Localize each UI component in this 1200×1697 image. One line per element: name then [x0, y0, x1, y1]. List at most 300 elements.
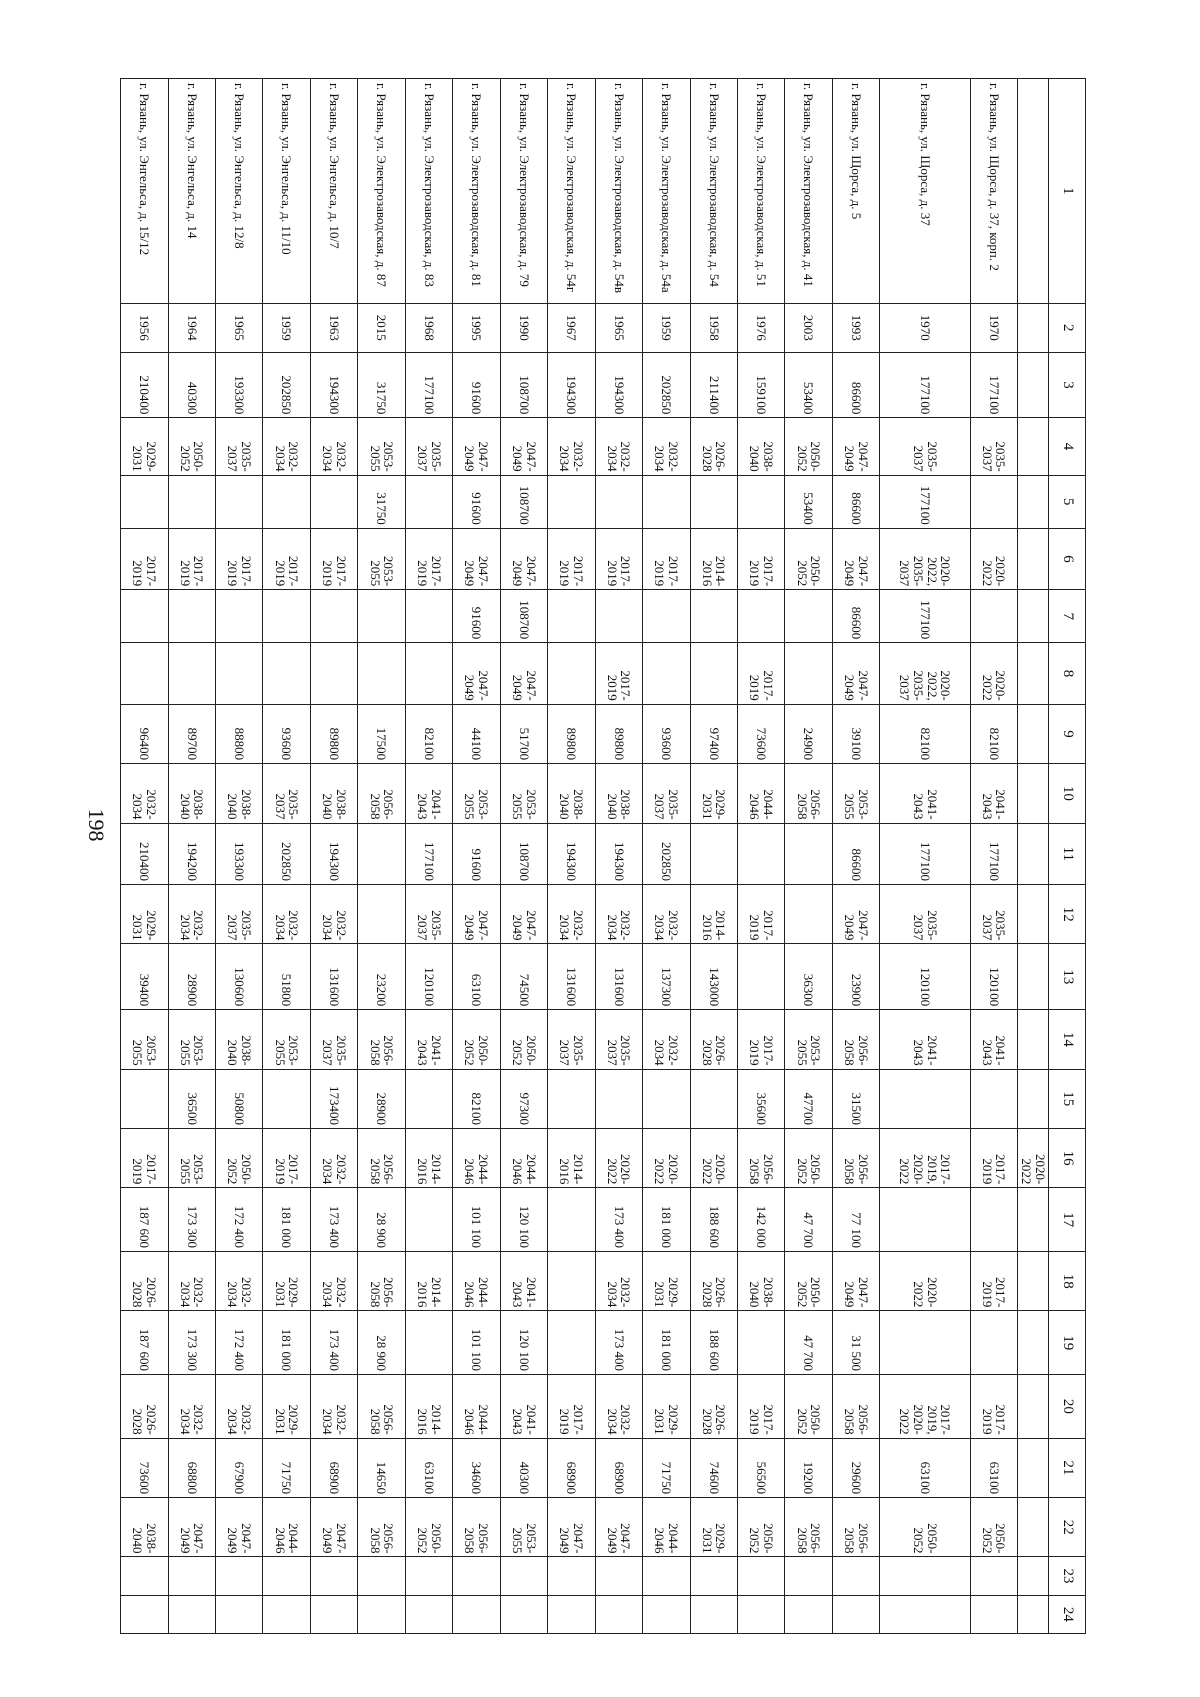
- table-row: [216, 79, 263, 1634]
- table-cell: 2056- 2058: [832, 1498, 879, 1557]
- table-cell: [310, 590, 357, 643]
- table-cell: 40300: [500, 1438, 547, 1497]
- table-cell: 2032- 2034: [168, 885, 215, 944]
- table-cell: 188 600: [690, 1311, 737, 1375]
- table-cell: [970, 1188, 1017, 1252]
- table-cell: 2047- 2049: [832, 1252, 879, 1311]
- table-cell: 2035- 2037: [595, 1010, 642, 1069]
- table-cell: 97300: [500, 1069, 547, 1128]
- table-cell: 28900: [358, 1069, 405, 1128]
- column-header-13: 13: [1049, 944, 1086, 1010]
- table-cell: 39100: [832, 704, 879, 763]
- table-cell: [785, 1595, 832, 1633]
- table-cell: 187 600: [121, 1311, 169, 1375]
- table-cell: 86600: [832, 352, 879, 418]
- table-cell: 2029- 2031: [121, 418, 169, 475]
- table-cell: 172 400: [216, 1311, 263, 1375]
- table-cell: 74500: [500, 944, 547, 1010]
- table-cell: [643, 1595, 690, 1633]
- column-header-19: 19: [1049, 1311, 1086, 1375]
- address-cell: г. Рязань, ул. Щорса, д. 5: [832, 79, 879, 304]
- table-cell: 2053- 2055: [121, 1010, 169, 1069]
- table-cell: 194300: [548, 823, 595, 885]
- table-row: [500, 79, 547, 1634]
- table-cell: 202850: [643, 823, 690, 885]
- table-cell: [1018, 704, 1049, 763]
- table-cell: 2026- 2028: [690, 1375, 737, 1439]
- table-body: [121, 79, 1049, 1634]
- table-cell: 177100: [405, 352, 452, 418]
- table-cell: 2014- 2016: [405, 1252, 452, 1311]
- table-row: [1018, 79, 1049, 1634]
- table-cell: 2050- 2052: [785, 418, 832, 475]
- table-cell: [737, 590, 784, 643]
- table-cell: 2047- 2049: [453, 643, 500, 705]
- table-cell: [310, 1595, 357, 1633]
- table-cell: [643, 475, 690, 528]
- table-cell: 2044- 2046: [643, 1498, 690, 1557]
- table-cell: 2032- 2034: [548, 885, 595, 944]
- table-cell: 1993: [832, 303, 879, 352]
- table-cell: 82100: [970, 704, 1017, 763]
- table-cell: [548, 1311, 595, 1375]
- table-cell: 2056- 2058: [737, 1128, 784, 1187]
- table-cell: 2003: [785, 303, 832, 352]
- address-cell: г. Рязань, ул. Электрозаводская, д. 41: [785, 79, 832, 304]
- table-cell: 2050- 2052: [785, 1252, 832, 1311]
- table-cell: [548, 1069, 595, 1128]
- table-cell: [690, 823, 737, 885]
- table-cell: 173 400: [595, 1311, 642, 1375]
- table-cell: 101 100: [453, 1311, 500, 1375]
- table-cell: 36300: [785, 944, 832, 1010]
- table-cell: 2026- 2028: [690, 1252, 737, 1311]
- table-cell: 2044- 2046: [453, 1252, 500, 1311]
- table-cell: 91600: [453, 823, 500, 885]
- table-cell: 2026- 2028: [690, 418, 737, 475]
- table-cell: 89700: [168, 704, 215, 763]
- table-cell: 210400: [121, 352, 169, 418]
- table-cell: 2032- 2034: [216, 1252, 263, 1311]
- table-cell: 35600: [737, 1069, 784, 1128]
- table-cell: [785, 823, 832, 885]
- table-row: [690, 79, 737, 1634]
- table-cell: [595, 475, 642, 528]
- table-cell: 23900: [832, 944, 879, 1010]
- table-cell: 63100: [453, 944, 500, 1010]
- table-cell: 108700: [500, 823, 547, 885]
- table-cell: [358, 1595, 405, 1633]
- table-row: [643, 79, 690, 1634]
- table-cell: [310, 1557, 357, 1595]
- table-cell: 82100: [453, 1069, 500, 1128]
- table-cell: 181 000: [643, 1188, 690, 1252]
- table-cell: 210400: [121, 823, 169, 885]
- table-cell: [1018, 1498, 1049, 1557]
- table-cell: [1018, 1375, 1049, 1439]
- table-cell: 44100: [453, 704, 500, 763]
- table-cell: 187 600: [121, 1188, 169, 1252]
- table-cell: 29600: [832, 1438, 879, 1497]
- table-cell: 2017- 2019: [970, 1375, 1017, 1439]
- table-cell: 2038- 2040: [310, 764, 357, 823]
- table-cell: 131600: [310, 944, 357, 1010]
- table-cell: 2056- 2058: [358, 1128, 405, 1187]
- table-cell: 47 700: [785, 1188, 832, 1252]
- table-cell: [263, 590, 310, 643]
- address-cell: г. Рязань, ул. Электрозаводская, д. 54: [690, 79, 737, 304]
- table-cell: 2047- 2049: [453, 528, 500, 590]
- table-cell: 2056- 2058: [832, 1375, 879, 1439]
- table-cell: 2035- 2037: [880, 885, 970, 944]
- table-cell: 2014- 2016: [405, 1128, 452, 1187]
- table-cell: [1018, 303, 1049, 352]
- table-cell: [358, 823, 405, 885]
- address-cell: г. Рязань, ул. Электрозаводская, д. 54а: [643, 79, 690, 304]
- table-cell: 2032- 2034: [548, 418, 595, 475]
- table-cell: 71750: [263, 1438, 310, 1497]
- table-cell: 1970: [970, 303, 1017, 352]
- table-cell: [168, 1557, 215, 1595]
- table-cell: 86600: [832, 823, 879, 885]
- address-cell: г. Рязань, ул. Энгельса, д. 11/10: [263, 79, 310, 304]
- table-cell: 172 400: [216, 1188, 263, 1252]
- table-cell: 194200: [168, 823, 215, 885]
- table-cell: [880, 1188, 970, 1252]
- table-cell: [880, 1311, 970, 1375]
- table-cell: 2050- 2052: [405, 1498, 452, 1557]
- table-cell: 194300: [310, 823, 357, 885]
- table-cell: [1018, 944, 1049, 1010]
- table-cell: 173400: [310, 1069, 357, 1128]
- table-cell: 2044- 2046: [453, 1128, 500, 1187]
- column-header-15: 15: [1049, 1069, 1086, 1128]
- table-cell: [970, 475, 1017, 528]
- table-cell: 2035- 2037: [643, 764, 690, 823]
- table-cell: [405, 1557, 452, 1595]
- table-cell: 1959: [263, 303, 310, 352]
- address-cell: г. Рязань, ул. Энгельса, д. 15/12: [121, 79, 169, 304]
- column-header-12: 12: [1049, 885, 1086, 944]
- table-cell: [405, 1595, 452, 1633]
- table-cell: [1018, 418, 1049, 475]
- table-cell: 39400: [121, 944, 169, 1010]
- table-cell: 2029- 2031: [690, 764, 737, 823]
- table-cell: 2020- 2022: [690, 1128, 737, 1187]
- table-cell: 51800: [263, 944, 310, 1010]
- table-cell: [690, 643, 737, 705]
- table-cell: 2032- 2034: [595, 1252, 642, 1311]
- table-cell: [643, 1557, 690, 1595]
- table-row: [548, 79, 595, 1634]
- table-cell: 2050- 2052: [216, 1128, 263, 1187]
- table-cell: 2032- 2034: [168, 1252, 215, 1311]
- column-header-17: 17: [1049, 1188, 1086, 1252]
- table-cell: 177100: [970, 352, 1017, 418]
- table-cell: [737, 823, 784, 885]
- table-cell: 91600: [453, 352, 500, 418]
- table-cell: 177100: [970, 823, 1017, 885]
- table-cell: 2044- 2046: [263, 1498, 310, 1557]
- table-row: [785, 79, 832, 1634]
- table-cell: 96400: [121, 704, 169, 763]
- table-row: [880, 79, 970, 1634]
- table-cell: 173 300: [168, 1311, 215, 1375]
- column-header-23: 23: [1049, 1557, 1086, 1595]
- column-header-4: 4: [1049, 418, 1086, 475]
- table-cell: 2017- 2019: [970, 1128, 1017, 1187]
- table-cell: 194300: [595, 352, 642, 418]
- column-header-9: 9: [1049, 704, 1086, 763]
- table-cell: 2032- 2034: [168, 1375, 215, 1439]
- table-cell: 2029- 2031: [263, 1375, 310, 1439]
- table-cell: 2032- 2034: [643, 1010, 690, 1069]
- table-cell: [970, 1069, 1017, 1128]
- address-cell: г. Рязань, ул. Энгельса, д. 14: [168, 79, 215, 304]
- table-cell: [880, 1595, 970, 1633]
- table-cell: 1968: [405, 303, 452, 352]
- table-cell: [121, 1595, 169, 1633]
- table-cell: 2020- 2022: [970, 643, 1017, 705]
- table-cell: [358, 885, 405, 944]
- table-cell: [595, 1595, 642, 1633]
- table-cell: 2032- 2034: [216, 1375, 263, 1439]
- table-cell: [263, 1595, 310, 1633]
- table-cell: 2047- 2049: [216, 1498, 263, 1557]
- address-cell: г. Рязань, ул. Электрозаводская, д. 54г: [548, 79, 595, 304]
- table-cell: [121, 1557, 169, 1595]
- table-cell: [263, 643, 310, 705]
- table-cell: 2032- 2034: [310, 418, 357, 475]
- table-cell: 2050- 2052: [168, 418, 215, 475]
- table-cell: 173 400: [595, 1188, 642, 1252]
- column-header-20: 20: [1049, 1375, 1086, 1439]
- table-cell: 19200: [785, 1438, 832, 1497]
- table-cell: 2047- 2049: [453, 885, 500, 944]
- table-cell: [121, 1069, 169, 1128]
- table-cell: 71750: [643, 1438, 690, 1497]
- table-cell: 143000: [690, 944, 737, 1010]
- table-cell: [216, 475, 263, 528]
- table-cell: [690, 590, 737, 643]
- table-cell: 2053- 2055: [832, 764, 879, 823]
- table-row: [737, 79, 784, 1634]
- table-cell: 2020- 2022: [880, 1252, 970, 1311]
- table-cell: [1018, 528, 1049, 590]
- table-cell: 181 000: [263, 1188, 310, 1252]
- table-cell: 2053- 2055: [168, 1010, 215, 1069]
- table-cell: 2053- 2055: [500, 1498, 547, 1557]
- table-cell: 2053- 2055: [358, 528, 405, 590]
- table-cell: 2050- 2052: [785, 1375, 832, 1439]
- table-cell: 2041- 2043: [405, 1010, 452, 1069]
- table-cell: [548, 1557, 595, 1595]
- table-cell: [643, 590, 690, 643]
- table-cell: 202850: [263, 823, 310, 885]
- table-cell: 1965: [595, 303, 642, 352]
- table-cell: [1018, 590, 1049, 643]
- address-cell: г. Рязань, ул. Электрозаводская, д. 54в: [595, 79, 642, 304]
- table-cell: [785, 1557, 832, 1595]
- table-cell: 2053- 2055: [358, 418, 405, 475]
- table-cell: [548, 1595, 595, 1633]
- table-cell: 2050- 2052: [737, 1498, 784, 1557]
- table-cell: 137300: [643, 944, 690, 1010]
- table-cell: 2032- 2034: [310, 1252, 357, 1311]
- table-cell: 2029- 2031: [263, 1252, 310, 1311]
- table-cell: 2017- 2019: [737, 528, 784, 590]
- table-cell: 101 100: [453, 1188, 500, 1252]
- table-cell: 2029- 2031: [690, 1498, 737, 1557]
- table-cell: 89800: [595, 704, 642, 763]
- table-cell: [1018, 643, 1049, 705]
- table-cell: 2047- 2049: [500, 885, 547, 944]
- table-cell: 1967: [548, 303, 595, 352]
- column-header-2: 2: [1049, 303, 1086, 352]
- table-cell: 2017- 2019: [643, 528, 690, 590]
- table-cell: 2032- 2034: [310, 1128, 357, 1187]
- table-cell: 2032- 2034: [643, 885, 690, 944]
- column-header-7: 7: [1049, 590, 1086, 643]
- table-cell: 2044- 2046: [453, 1375, 500, 1439]
- table-cell: 74600: [690, 1438, 737, 1497]
- table-cell: 177100: [405, 823, 452, 885]
- table-cell: [1018, 1188, 1049, 1252]
- table-cell: 89800: [548, 704, 595, 763]
- table-cell: [168, 590, 215, 643]
- address-cell: [1018, 79, 1049, 304]
- table-cell: 63100: [405, 1438, 452, 1497]
- table-cell: 2017- 2019: [405, 528, 452, 590]
- table-cell: [548, 590, 595, 643]
- repair-schedule-table: [120, 78, 1086, 1634]
- table-cell: 2041- 2043: [500, 1252, 547, 1311]
- table-row: [310, 79, 357, 1634]
- column-header-6: 6: [1049, 528, 1086, 590]
- table-cell: 68900: [548, 1438, 595, 1497]
- table-cell: 177100: [880, 823, 970, 885]
- table-cell: 28 900: [358, 1188, 405, 1252]
- table-cell: 28900: [168, 944, 215, 1010]
- column-header-10: 10: [1049, 764, 1086, 823]
- table-cell: 2038- 2040: [168, 764, 215, 823]
- table-cell: 1970: [880, 303, 970, 352]
- table-cell: 173 400: [310, 1311, 357, 1375]
- table-cell: [1018, 352, 1049, 418]
- table-cell: 2056- 2058: [358, 1375, 405, 1439]
- table-cell: 2053- 2055: [168, 1128, 215, 1187]
- table-cell: [548, 1252, 595, 1311]
- table-cell: 2035- 2037: [405, 418, 452, 475]
- table-cell: [168, 475, 215, 528]
- table-cell: 50800: [216, 1069, 263, 1128]
- table-cell: 120 100: [500, 1188, 547, 1252]
- table-cell: [970, 1557, 1017, 1595]
- table-cell: 2053- 2055: [263, 1010, 310, 1069]
- table-cell: 2053- 2055: [453, 764, 500, 823]
- table-row: [405, 79, 452, 1634]
- table-cell: 68800: [168, 1438, 215, 1497]
- table-cell: [737, 944, 784, 1010]
- table-cell: [690, 1557, 737, 1595]
- table-cell: 2035- 2037: [970, 885, 1017, 944]
- table-cell: 2017- 2019: [595, 528, 642, 590]
- table-cell: 2041- 2043: [970, 1010, 1017, 1069]
- table-cell: 2017- 2019: [263, 528, 310, 590]
- table-cell: 2032- 2034: [310, 885, 357, 944]
- table-cell: 2038- 2040: [216, 764, 263, 823]
- table-cell: [880, 1069, 970, 1128]
- table-cell: [121, 475, 169, 528]
- table-row: [832, 79, 879, 1634]
- column-header-22: 22: [1049, 1498, 1086, 1557]
- table-cell: 2017- 2019: [548, 528, 595, 590]
- table-cell: 2035- 2037: [263, 764, 310, 823]
- table-cell: 2050- 2052: [880, 1498, 970, 1557]
- address-cell: г. Рязань, ул. Электрозаводская, д. 51: [737, 79, 784, 304]
- table-cell: 2020- 2022: [595, 1128, 642, 1187]
- table-container: [120, 78, 1086, 1634]
- table-cell: [1018, 1557, 1049, 1595]
- table-cell: 2017- 2019: [263, 1128, 310, 1187]
- table-cell: 188 600: [690, 1188, 737, 1252]
- table-cell: [1018, 1438, 1049, 1497]
- table-cell: 2047- 2049: [832, 418, 879, 475]
- table-cell: 120 100: [500, 1311, 547, 1375]
- table-cell: [168, 643, 215, 705]
- table-cell: 2035- 2037: [880, 418, 970, 475]
- table-cell: 142 000: [737, 1188, 784, 1252]
- table-cell: 2032- 2034: [595, 418, 642, 475]
- table-cell: 2056- 2058: [832, 1010, 879, 1069]
- table-cell: [1018, 1252, 1049, 1311]
- table-cell: 2032- 2034: [263, 885, 310, 944]
- table-cell: 2041- 2043: [970, 764, 1017, 823]
- address-cell: г. Рязань, ул. Электрозаводская, д. 87: [358, 79, 405, 304]
- table-cell: 2047- 2049: [453, 418, 500, 475]
- table-cell: 131600: [595, 944, 642, 1010]
- table-cell: 68900: [310, 1438, 357, 1497]
- table-cell: [832, 1595, 879, 1633]
- table-cell: [405, 1188, 452, 1252]
- table-cell: 2029- 2031: [121, 885, 169, 944]
- table-cell: 31750: [358, 475, 405, 528]
- page-number: 198: [84, 808, 109, 842]
- table-cell: [168, 1595, 215, 1633]
- table-cell: 89800: [310, 704, 357, 763]
- table-cell: 82100: [880, 704, 970, 763]
- table-cell: [690, 475, 737, 528]
- table-cell: [453, 1595, 500, 1633]
- table-cell: 2044- 2046: [500, 1128, 547, 1187]
- table-cell: 93600: [643, 704, 690, 763]
- table-cell: [548, 475, 595, 528]
- table-cell: 2020- 2022, 2035- 2037: [880, 528, 970, 590]
- table-cell: 2014- 2016: [405, 1375, 452, 1439]
- table-cell: 177100: [880, 590, 970, 643]
- table-cell: 2032- 2034: [310, 1375, 357, 1439]
- table-cell: 2056- 2058: [785, 764, 832, 823]
- table-cell: [500, 1557, 547, 1595]
- table-cell: [1018, 1010, 1049, 1069]
- table-cell: 120100: [405, 944, 452, 1010]
- table-cell: 2017- 2019: [737, 885, 784, 944]
- table-cell: [1018, 885, 1049, 944]
- table-cell: [121, 590, 169, 643]
- table-cell: 1990: [500, 303, 547, 352]
- table-cell: 2029- 2031: [643, 1375, 690, 1439]
- column-header-18: 18: [1049, 1252, 1086, 1311]
